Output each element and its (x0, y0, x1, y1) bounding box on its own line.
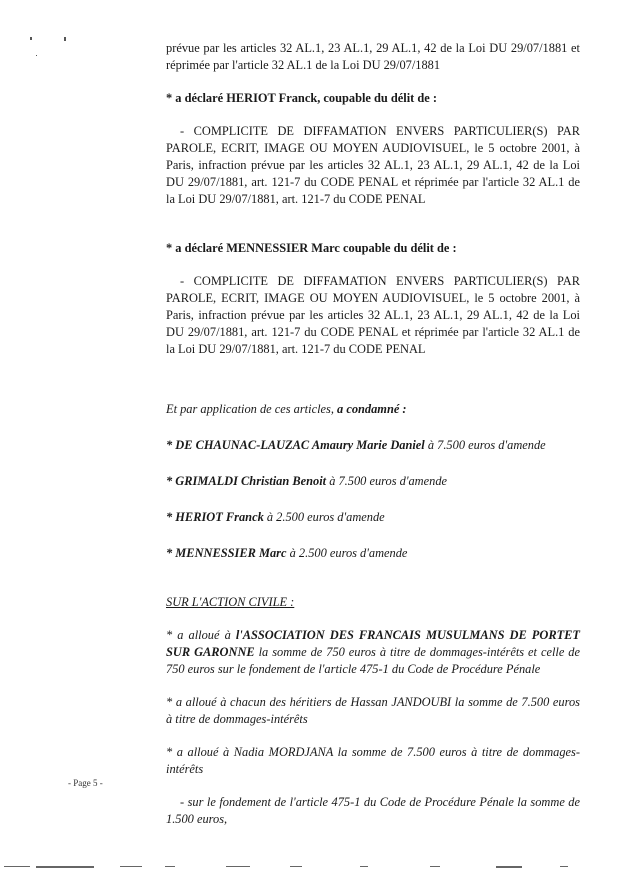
sentence-rest: à 7.500 euros d'amende (326, 474, 448, 488)
sentence-item (166, 509, 580, 526)
civil1-bold: l'ASSOCIATION DES FRANCAIS MUSULMANS DE PORTET SUR GARONNE (166, 628, 580, 659)
civil1-prefix: * a alloué à (166, 628, 236, 642)
heriot-heading-name: HERIOT Franck (226, 91, 318, 105)
document-body (166, 40, 580, 828)
civil-action-heading: SUR L'ACTION CIVILE : (166, 595, 295, 609)
page-number: - Page 5 - (68, 778, 103, 788)
civil-award-475: - sur le fondement de l'article 475-1 du Code de Procédure Pénale la somme de 1.500 euros, (166, 795, 580, 826)
mennessier-heading-suffix: coupable du délit de : (339, 241, 457, 255)
civil-award-mordjana: * a alloué à Nadia MORDJANA la somme de 7.500 euros à titre de dommages-intérêts (166, 745, 580, 776)
heriot-heading-suffix: , coupable du délit de : (317, 91, 438, 105)
sentence-name: * DE CHAUNAC-LAUZAC Amaury Marie Daniel (166, 438, 425, 452)
condamne-prefix: Et par application de ces articles, (166, 402, 338, 416)
sentence-name: * HERIOT Franck (166, 510, 264, 524)
sentence-item (166, 473, 580, 490)
sentence-rest: à 7.500 euros d'amende (424, 438, 546, 452)
sentence-name: * MENNESSIER Marc (166, 546, 287, 560)
sentence-rest: à 2.500 euros d'amende (286, 546, 408, 560)
heriot-heading (166, 90, 580, 107)
sentence-item (166, 437, 580, 454)
condamne-bold: a condamné : (337, 402, 407, 416)
civil-award-association (166, 627, 580, 678)
mennessier-heading-prefix: * a déclaré (166, 241, 227, 255)
sentence-item (166, 545, 580, 562)
sentence-name: * GRIMALDI Christian Benoit (166, 474, 327, 488)
civil-award-heirs: * a alloué à chacun des héritiers de Hassan JANDOUBI la somme de 7.500 euros à titre de dommages-intérêts (166, 695, 580, 726)
scan-bottom-line (0, 866, 620, 871)
mennessier-heading-name: MENNESSIER Marc (226, 241, 340, 255)
mennessier-heading (166, 240, 580, 257)
paragraph-prevue: prévue par les articles 32 AL.1, 23 AL.1, 29 AL.1, 42 de la Loi DU 29/07/1881 et réprimée par l'article 32 AL.1 de la Loi DU 29/07/1881 (166, 41, 580, 72)
mennessier-offense: - COMPLICITE DE DIFFAMATION ENVERS PARTICULIER(S) PAR PAROLE, ECRIT, IMAGE OU MOYEN AUDIOVISUEL, le 5 octobre 2001, à Paris, infraction prévue par les articles 32 AL.1, 23 AL.1, 29 AL.1, 42 de la Loi DU 29/07/1881, art. 121-7 du CODE PENAL et réprimée par l'article 32 AL.1 de la Loi DU 29/07/1881, art. 121-7 du CODE PENAL (166, 274, 580, 356)
civil1-suffix: la somme de 750 euros à titre de dommages-intérêts et celle de 750 euros sur le fondement de l'article 475-1 du Code de Procédure Pénale (166, 645, 580, 676)
condamne-line (166, 401, 580, 418)
sentence-rest: à 2.500 euros d'amende (263, 510, 385, 524)
heriot-offense: - COMPLICITE DE DIFFAMATION ENVERS PARTICULIER(S) PAR PAROLE, ECRIT, IMAGE OU MOYEN AUDIOVISUEL, le 5 octobre 2001, à Paris, infraction prévue par les articles 32 AL.1, 23 AL.1, 29 AL.1, 42 de la Loi DU 29/07/1881, art. 121-7 du CODE PENAL et réprimée par l'article 32 AL.1 de la Loi DU 29/07/1881, art. 121-7 du CODE PENAL (166, 124, 580, 206)
heriot-heading-prefix: * a déclaré (166, 91, 227, 105)
